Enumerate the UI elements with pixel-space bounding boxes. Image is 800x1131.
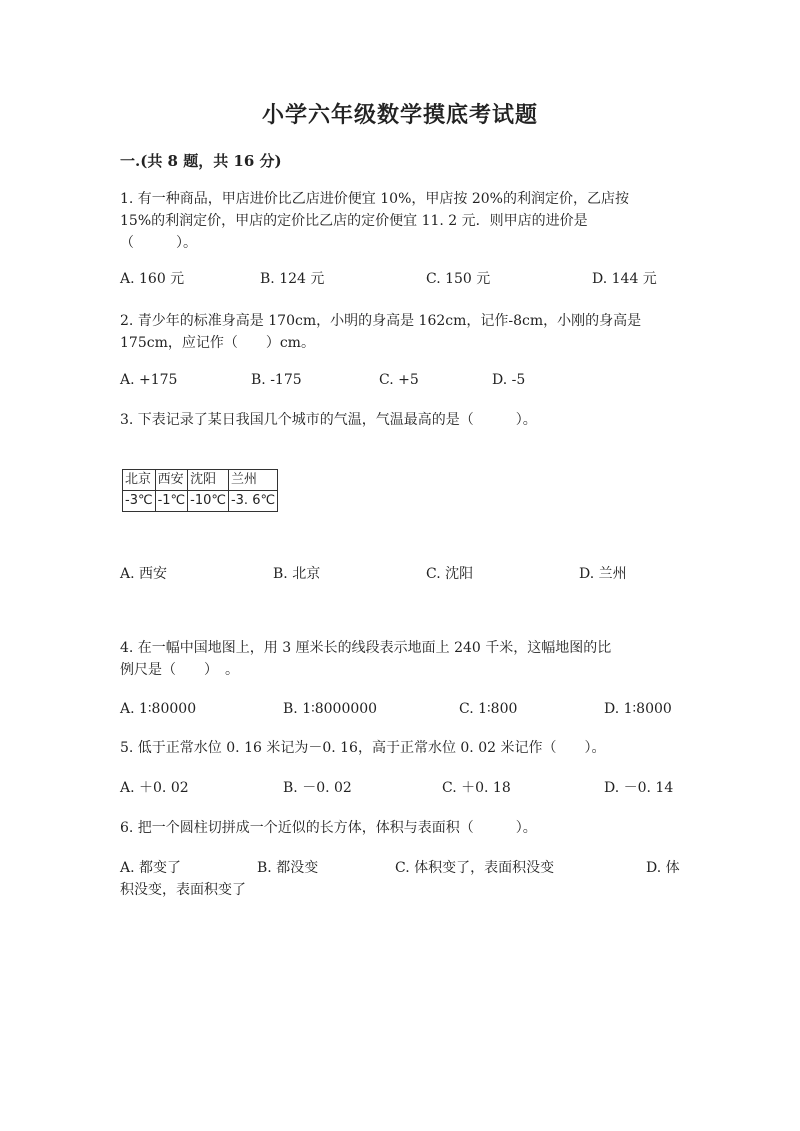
table-cell-city: 兰州 bbox=[228, 470, 277, 491]
question-3-option-d[interactable]: D. 兰州 bbox=[579, 566, 627, 582]
question-2-option-c[interactable]: C. +5 bbox=[379, 372, 419, 388]
table-cell-city: 西安 bbox=[155, 470, 188, 491]
question-4-option-c[interactable]: C. 1∶800 bbox=[459, 701, 518, 717]
question-3-option-a[interactable]: A. 西安 bbox=[120, 566, 168, 582]
question-1-line-1: 1. 有一种商品，甲店进价比乙店进价便宜 10%，甲店按 20%的利润定价，乙店按 bbox=[120, 191, 629, 207]
question-1-line-3: （ ）。 bbox=[120, 235, 197, 251]
question-1-option-b[interactable]: B. 124 元 bbox=[260, 271, 325, 287]
question-2-line-2: 175cm，应记作（ ）cm。 bbox=[120, 335, 315, 351]
question-3-option-b[interactable]: B. 北京 bbox=[273, 566, 321, 582]
table-cell-city: 沈阳 bbox=[188, 470, 229, 491]
question-6-option-d[interactable]: D. 体 bbox=[646, 860, 680, 876]
question-6-option-a[interactable]: A. 都变了 bbox=[120, 860, 182, 876]
table-cell-temp: -3℃ bbox=[123, 491, 156, 512]
question-3-line-1: 3. 下表记录了某日我国几个城市的气温，气温最高的是（ ）。 bbox=[120, 412, 537, 428]
question-5-option-d[interactable]: D. －0. 14 bbox=[604, 780, 674, 796]
temperature-table bbox=[122, 469, 278, 512]
table-cell-city: 北京 bbox=[123, 470, 156, 491]
question-4-line-2: 例尺是（ ） 。 bbox=[120, 662, 239, 678]
table-cell-temp: -10℃ bbox=[188, 491, 229, 512]
table-cell-temp: -1℃ bbox=[155, 491, 188, 512]
question-5-option-a[interactable]: A. ＋0. 02 bbox=[120, 780, 189, 796]
question-3-option-c[interactable]: C. 沈阳 bbox=[426, 566, 474, 582]
question-6-option-d-continued[interactable]: 积没变，表面积变了 bbox=[120, 882, 246, 898]
question-2-option-b[interactable]: B. -175 bbox=[251, 372, 302, 388]
question-5-option-c[interactable]: C. ＋0. 18 bbox=[442, 780, 511, 796]
question-4-option-b[interactable]: B. 1∶8000000 bbox=[283, 701, 378, 717]
question-5-option-b[interactable]: B. －0. 02 bbox=[283, 780, 352, 796]
question-6-option-b[interactable]: B. 都没变 bbox=[257, 860, 319, 876]
question-1-option-a[interactable]: A. 160 元 bbox=[120, 271, 185, 287]
question-6-line-1: 6. 把一个圆柱切拼成一个近似的长方体，体积与表面积（ ）。 bbox=[120, 820, 537, 836]
question-5-line-1: 5. 低于正常水位 0. 16 米记为－0. 16，高于正常水位 0. 02 米记作（ ）。 bbox=[120, 740, 606, 756]
question-4-option-a[interactable]: A. 1∶80000 bbox=[120, 701, 197, 717]
question-2-line-1: 2. 青少年的标准身高是 170cm，小明的身高是 162cm，记作-8cm，小刚的身高是 bbox=[120, 313, 642, 329]
table-cell-temp: -3. 6℃ bbox=[228, 491, 277, 512]
question-4-line-1: 4. 在一幅中国地图上，用 3 厘米长的线段表示地面上 240 千米，这幅地图的比 bbox=[120, 640, 612, 656]
temperature-table-temp-row bbox=[123, 491, 278, 512]
page-title: 小学六年级数学摸底考试题 bbox=[261, 102, 538, 128]
section-heading: 一.(共 8 题，共 16 分) bbox=[120, 152, 282, 170]
question-1-option-c[interactable]: C. 150 元 bbox=[426, 271, 491, 287]
question-4-option-d[interactable]: D. 1∶8000 bbox=[604, 701, 672, 717]
question-2-option-d[interactable]: D. -5 bbox=[492, 372, 526, 388]
temperature-table-city-row bbox=[123, 470, 278, 491]
question-1-line-2: 15%的利润定价，甲店的定价比乙店的定价便宜 11. 2 元．则甲店的进价是 bbox=[120, 213, 588, 229]
question-1-option-d[interactable]: D. 144 元 bbox=[592, 271, 657, 287]
question-2-option-a[interactable]: A. +175 bbox=[120, 372, 178, 388]
question-6-option-c[interactable]: C. 体积变了，表面积没变 bbox=[395, 860, 555, 876]
